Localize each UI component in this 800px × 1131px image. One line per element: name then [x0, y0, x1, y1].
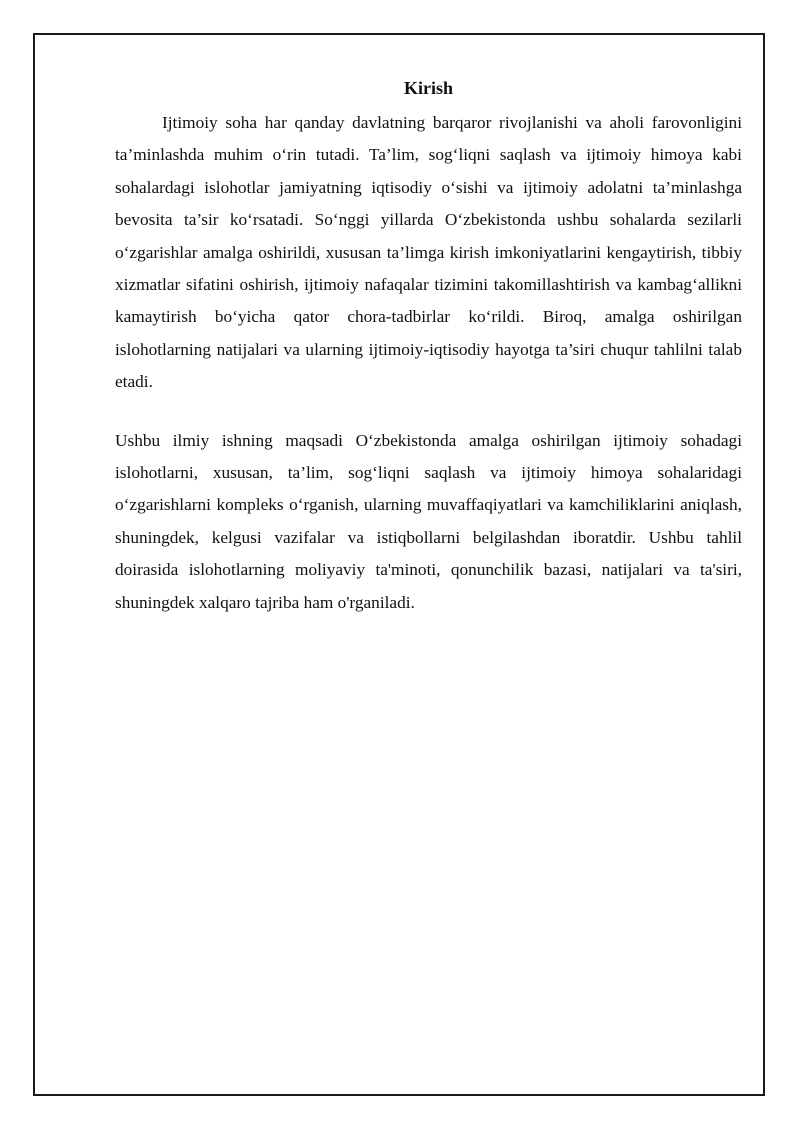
document-body — [115, 77, 742, 619]
section-title: Kirish — [403, 78, 453, 98]
paragraph-objective: Ushbu ilmiy ishning maqsadi O‘zbekistonda amalga oshirilgan ijtimoiy sohadagi islohotlarni, xususan, ta’lim, sog‘liqni saqlash va ijtimoiy himoya sohalaridagi o‘zgarishlarni kompleks o‘rganish, ularning muvaffaqiyatlari va kamchiliklarini aniqlash, shuningdek, kelgusi vazifalar va istiqbollarni belgilashdan iboratdir. Ushbu tahlil doirasida islohotlarning moliyaviy ta'minoti, qonunchilik bazasi, natijalari va ta'siri, shuningdek xalqaro tajriba ham o'rganiladi. — [115, 430, 742, 612]
paragraph-introduction: Ijtimoiy soha har qanday davlatning barqaror rivojlanishi va aholi farovonligini ta’minlashda muhim o‘rin tutadi. Ta’lim, sog‘liqni saqlash va ijtimoiy himoya kabi sohalardagi islohotlar jamiyatning iqtisodiy o‘sishi va ijtimoiy adolatni ta’minlashga bevosita ta’sir ko‘rsatadi. So‘nggi yillarda O‘zbekistonda ushbu sohalarda sezilarli o‘zgarishlar amalga oshirildi, xususan ta’limga kirish imkoniyatlarini kengaytirish, tibbiy xizmatlar sifatini oshirish, ijtimoiy nafaqalar tizimini takomillashtirish va kambag‘allikni kamaytirish bo‘yicha qator chora-tadbirlar ko‘rildi. Biroq, amalga oshirilgan islohotlarning natijalari va ularning ijtimoiy-iqtisodiy hayotga ta’siri chuqur tahlilni talab etadi. — [115, 113, 742, 392]
paragraph-spacer — [115, 399, 742, 425]
